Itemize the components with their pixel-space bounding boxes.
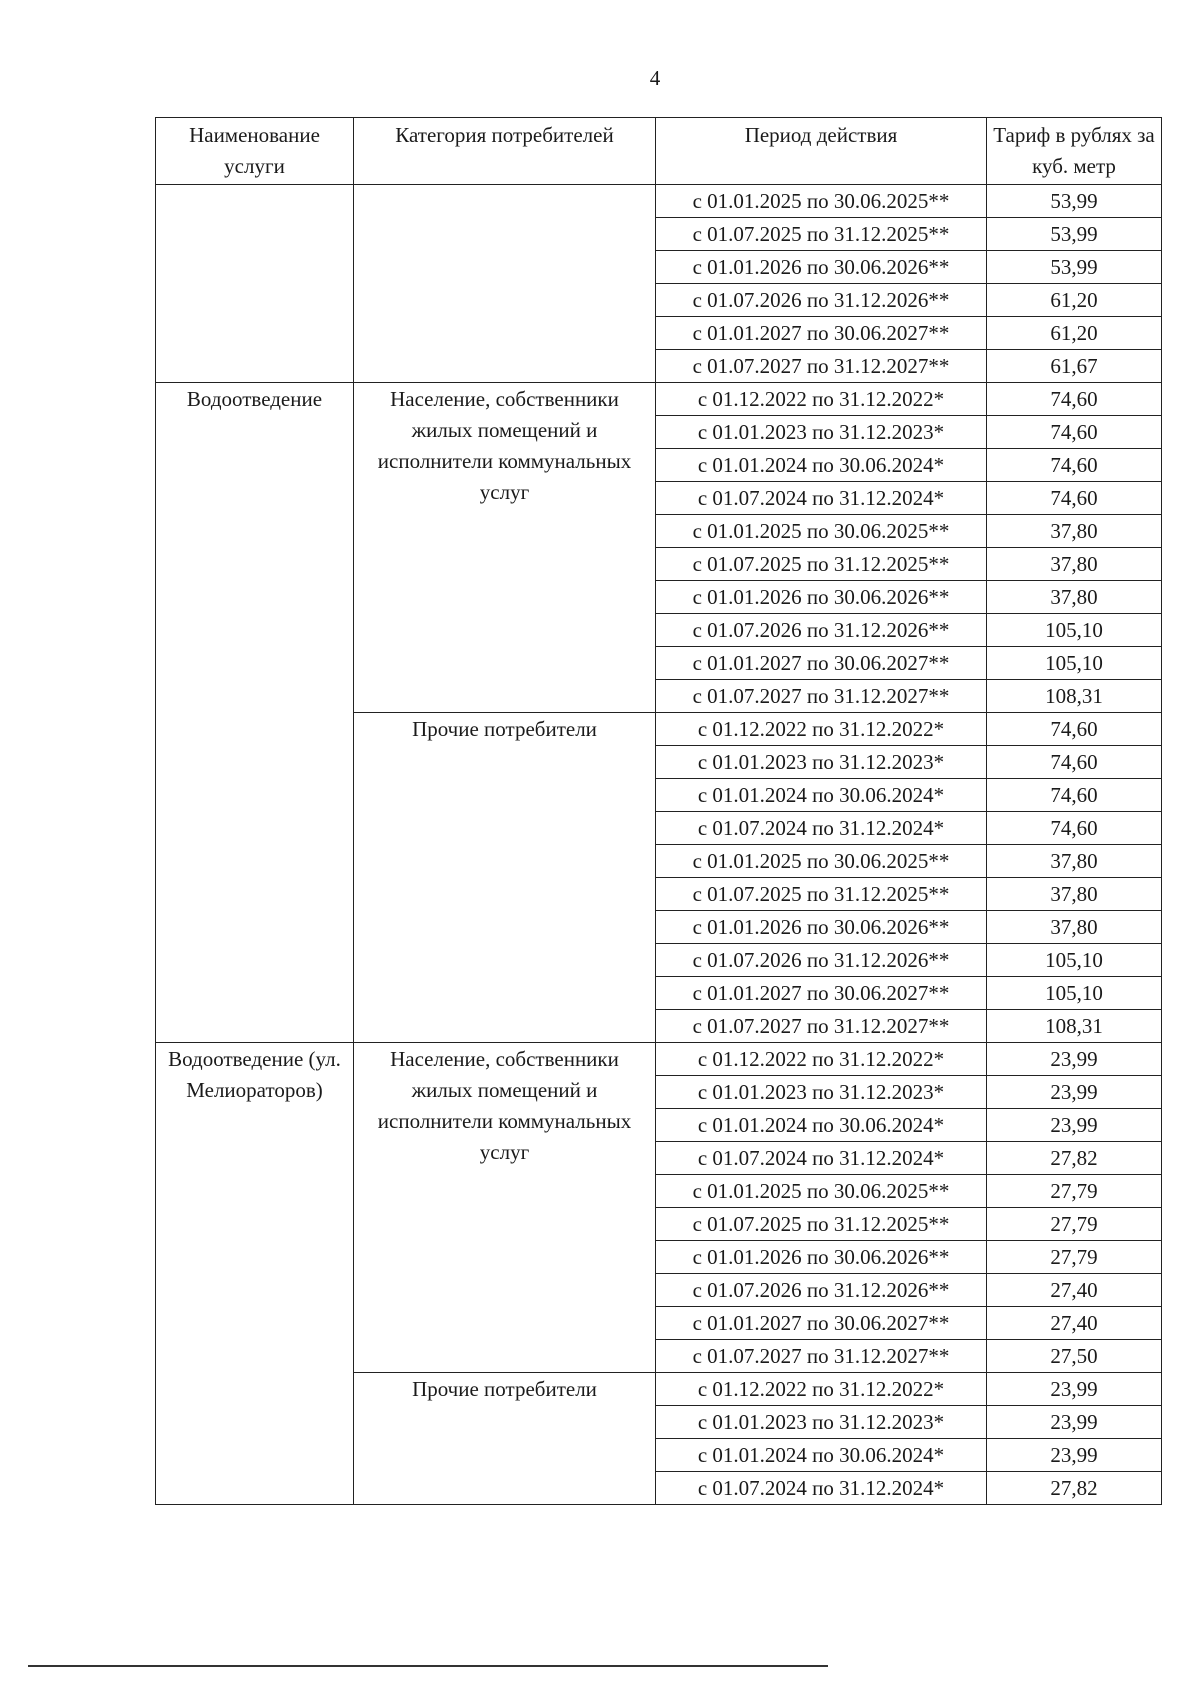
service-name-cell: [156, 185, 354, 383]
consumer-category-cell: Население, собственники жилых помещений и исполнители коммунальных услуг: [354, 1043, 656, 1373]
tariff-cell: 23,99: [987, 1439, 1162, 1472]
table-header-row: [156, 118, 1162, 185]
tariff-cell: 74,60: [987, 779, 1162, 812]
table-body: [156, 185, 1162, 1505]
tariff-cell: 108,31: [987, 1010, 1162, 1043]
period-cell: с 01.01.2027 по 30.06.2027**: [656, 1307, 987, 1340]
period-cell: с 01.12.2022 по 31.12.2022*: [656, 1043, 987, 1076]
period-cell: с 01.07.2025 по 31.12.2025**: [656, 548, 987, 581]
tariff-cell: 74,60: [987, 416, 1162, 449]
tariff-cell: 61,20: [987, 284, 1162, 317]
tariff-cell: 23,99: [987, 1043, 1162, 1076]
period-cell: с 01.07.2027 по 31.12.2027**: [656, 1010, 987, 1043]
period-cell: с 01.01.2027 по 30.06.2027**: [656, 977, 987, 1010]
period-cell: с 01.07.2027 по 31.12.2027**: [656, 680, 987, 713]
tariff-cell: 105,10: [987, 944, 1162, 977]
period-cell: с 01.01.2027 по 30.06.2027**: [656, 317, 987, 350]
period-cell: с 01.07.2024 по 31.12.2024*: [656, 1142, 987, 1175]
header-period: Период действия: [656, 118, 987, 185]
header-tariff: Тариф в рублях за куб. метр: [987, 118, 1162, 185]
tariff-cell: 74,60: [987, 812, 1162, 845]
service-name-cell: Водоотведение (ул. Мелиораторов): [156, 1043, 354, 1505]
tariff-cell: 27,79: [987, 1208, 1162, 1241]
period-cell: с 01.01.2026 по 30.06.2026**: [656, 1241, 987, 1274]
tariff-cell: 74,60: [987, 449, 1162, 482]
tariff-cell: 37,80: [987, 911, 1162, 944]
period-cell: с 01.01.2025 по 30.06.2025**: [656, 515, 987, 548]
period-cell: с 01.01.2024 по 30.06.2024*: [656, 449, 987, 482]
period-cell: с 01.01.2026 по 30.06.2026**: [656, 911, 987, 944]
tariff-cell: 61,20: [987, 317, 1162, 350]
tariff-cell: 27,79: [987, 1241, 1162, 1274]
period-cell: с 01.01.2025 по 30.06.2025**: [656, 1175, 987, 1208]
page-number: 4: [649, 66, 661, 90]
period-cell: с 01.01.2023 по 31.12.2023*: [656, 1406, 987, 1439]
period-cell: с 01.01.2025 по 30.06.2025**: [656, 185, 987, 218]
tariff-cell: 74,60: [987, 383, 1162, 416]
header-service: Наименование услуги: [156, 118, 354, 185]
table-row: [156, 185, 1162, 218]
tariff-cell: 74,60: [987, 746, 1162, 779]
tariff-cell: 23,99: [987, 1076, 1162, 1109]
consumer-category-cell: Прочие потребители: [354, 1373, 656, 1505]
period-cell: с 01.07.2027 по 31.12.2027**: [656, 350, 987, 383]
tariff-cell: 105,10: [987, 614, 1162, 647]
period-cell: с 01.01.2026 по 30.06.2026**: [656, 251, 987, 284]
period-cell: с 01.07.2027 по 31.12.2027**: [656, 1340, 987, 1373]
period-cell: с 01.12.2022 по 31.12.2022*: [656, 713, 987, 746]
tariff-cell: 37,80: [987, 878, 1162, 911]
period-cell: с 01.01.2024 по 30.06.2024*: [656, 1439, 987, 1472]
consumer-category-cell: Население, собственники жилых помещений и исполнители коммунальных услуг: [354, 383, 656, 713]
period-cell: с 01.07.2025 по 31.12.2025**: [656, 878, 987, 911]
period-cell: с 01.01.2027 по 30.06.2027**: [656, 647, 987, 680]
period-cell: с 01.12.2022 по 31.12.2022*: [656, 383, 987, 416]
period-cell: с 01.01.2024 по 30.06.2024*: [656, 1109, 987, 1142]
period-cell: с 01.07.2024 по 31.12.2024*: [656, 482, 987, 515]
tariff-cell: 37,80: [987, 581, 1162, 614]
period-cell: с 01.07.2025 по 31.12.2025**: [656, 1208, 987, 1241]
tariff-cell: 23,99: [987, 1373, 1162, 1406]
consumer-category-cell: [354, 185, 656, 383]
tariff-cell: 53,99: [987, 218, 1162, 251]
service-name-cell: Водоотведение: [156, 383, 354, 1043]
period-cell: с 01.07.2026 по 31.12.2026**: [656, 1274, 987, 1307]
period-cell: с 01.07.2024 по 31.12.2024*: [656, 812, 987, 845]
tariff-cell: 37,80: [987, 845, 1162, 878]
table-row: [156, 383, 1162, 416]
period-cell: с 01.12.2022 по 31.12.2022*: [656, 1373, 987, 1406]
tariff-cell: 27,82: [987, 1472, 1162, 1505]
tariff-cell: 27,79: [987, 1175, 1162, 1208]
tariff-cell: 23,99: [987, 1109, 1162, 1142]
tariff-cell: 27,40: [987, 1307, 1162, 1340]
tariff-cell: 74,60: [987, 482, 1162, 515]
tariff-cell: 27,82: [987, 1142, 1162, 1175]
tariff-cell: 27,50: [987, 1340, 1162, 1373]
tariff-cell: 37,80: [987, 548, 1162, 581]
tariff-table: [155, 117, 1162, 1505]
tariff-cell: 37,80: [987, 515, 1162, 548]
tariff-cell: 74,60: [987, 713, 1162, 746]
tariff-cell: 105,10: [987, 647, 1162, 680]
tariff-cell: 61,67: [987, 350, 1162, 383]
tariff-cell: 108,31: [987, 680, 1162, 713]
period-cell: с 01.07.2025 по 31.12.2025**: [656, 218, 987, 251]
period-cell: с 01.01.2024 по 30.06.2024*: [656, 779, 987, 812]
header-category: Категория потребителей: [354, 118, 656, 185]
period-cell: с 01.01.2023 по 31.12.2023*: [656, 416, 987, 449]
tariff-cell: 27,40: [987, 1274, 1162, 1307]
period-cell: с 01.01.2026 по 30.06.2026**: [656, 581, 987, 614]
period-cell: с 01.01.2025 по 30.06.2025**: [656, 845, 987, 878]
period-cell: с 01.01.2023 по 31.12.2023*: [656, 746, 987, 779]
tariff-cell: 23,99: [987, 1406, 1162, 1439]
tariff-cell: 53,99: [987, 185, 1162, 218]
period-cell: с 01.07.2026 по 31.12.2026**: [656, 284, 987, 317]
period-cell: с 01.07.2026 по 31.12.2026**: [656, 614, 987, 647]
tariff-cell: 53,99: [987, 251, 1162, 284]
period-cell: с 01.01.2023 по 31.12.2023*: [656, 1076, 987, 1109]
bottom-rule: [28, 1665, 828, 1667]
table-row: [156, 1043, 1162, 1076]
tariff-cell: 105,10: [987, 977, 1162, 1010]
consumer-category-cell: Прочие потребители: [354, 713, 656, 1043]
period-cell: с 01.07.2024 по 31.12.2024*: [656, 1472, 987, 1505]
period-cell: с 01.07.2026 по 31.12.2026**: [656, 944, 987, 977]
